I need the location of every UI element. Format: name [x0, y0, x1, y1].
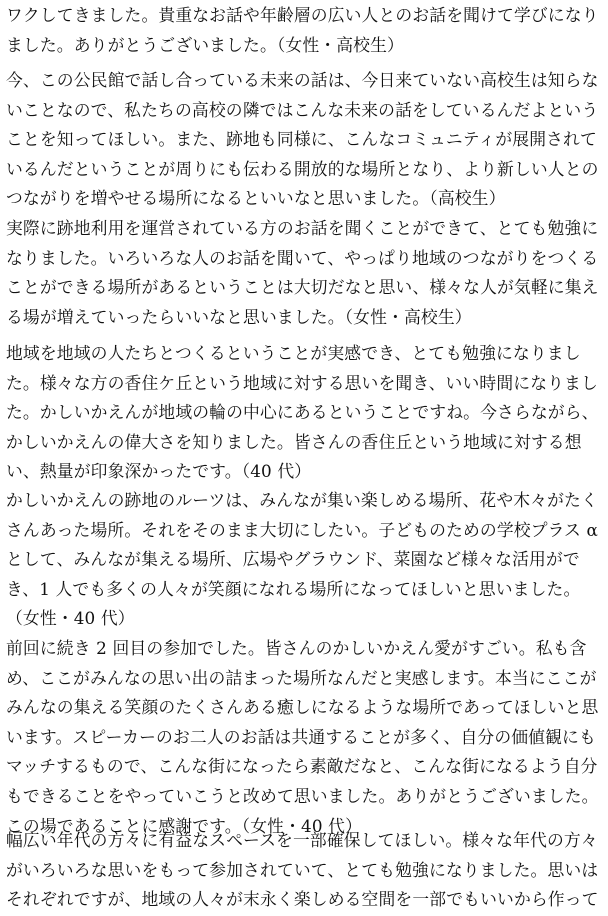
text-line: この場であることに感謝です。（女性・40 代）: [6, 815, 363, 836]
text-line: 前回に続き 2 回目の参加でした。皆さんのかしいかえん愛がすごい。私も含: [6, 638, 587, 658]
text-line: 幅広い年代の方々に有益なスペースを一部確保してほしい。様々な年代の方々: [6, 830, 598, 850]
text-line: き、1 人でも多くの人々が笑顔になれる場所になってほしいと思いました。: [6, 578, 581, 599]
text-line: かしいかえんの跡地のルーツは、みんなが集い楽しめる場所、花や木々がたく: [6, 490, 598, 510]
text-line: 地域を地域の人たちとつくるということが実感でき、とても勉強になりまし: [6, 343, 581, 363]
text-line: る場が増えていったらいいなと思いました。（女性・高校生）: [6, 306, 472, 327]
text-line: （女性・40 代）: [6, 608, 135, 629]
text-line: がいろいろな思いをもって参加されていて、とても勉強になりました。思いは: [6, 859, 599, 880]
text-line: ことを知ってほしい。また、跡地も同様に、こんなコミュニティが展開されて: [6, 129, 597, 150]
comment-paragraph-6: [6, 634, 606, 841]
comment-paragraph-2: [6, 66, 606, 214]
text-line: マッチするもので、こんな街になったら素敵だなと、こんな街になるよう自分: [6, 756, 598, 777]
text-line: もできることをやっていこうと改めて思いました。ありがとうございました。: [6, 785, 599, 806]
text-line: つながりを増やせる場所になるといいなと思いました。（高校生）: [6, 188, 506, 209]
text-line: それぞれですが、地域の人々が末永く楽しめる空間を一部でもいいから作って: [6, 889, 599, 910]
text-line: 今、この公民館で話し合っている未来の話は、今日来ていない高校生は知らな: [6, 70, 599, 90]
text-line: さんあった場所。それをそのまま大切にしたい。子どものための学校プラス α: [6, 519, 598, 540]
text-line: ワクしてきました。貴重なお話や年齢層の広い人とのお話を聞けて学びになり: [6, 5, 599, 25]
comment-paragraph-3: [6, 214, 606, 332]
text-line: た。様々な方の香住ケ丘という地域に対する思いを聞き、いい時間になりまし: [6, 372, 598, 393]
text-line: め、ここがみんなの思い出の詰まった場所なんだと実感します。本当にここが: [6, 667, 597, 688]
comment-paragraph-5: [6, 486, 606, 634]
text-line: た。かしいかえんが地域の輪の中心にあるということですね。今さらながら、: [6, 402, 599, 423]
text-line: いるんだということが周りにも伝わる開放的な場所となり、より新しい人との: [6, 158, 599, 179]
comment-paragraph-1: [6, 1, 606, 60]
text-line: 実際に跡地利用を運営されている方のお話を聞くことができて、とても勉強に: [6, 218, 599, 238]
text-line: ました。ありがとうございました。（女性・高校生）: [6, 34, 404, 55]
text-line: かしいかえんの偉大さを知りました。皆さんの香住丘という地域に対する想: [6, 431, 582, 452]
comment-paragraph-4: [6, 339, 606, 487]
comment-paragraph-7: [6, 826, 606, 915]
text-line: い、熱量が印象深かったです。（40 代）: [6, 461, 312, 482]
text-line: なりました。いろいろな人のお話を聞いて、やっぱり地域のつながりをつくる: [6, 247, 599, 268]
text-line: います。スピーカーのお二人のお話は共通することが多く、自分の価値観にも: [6, 726, 596, 747]
text-line: として、みんなが集える場所、広場やグラウンド、菜園など様々な活用がで: [6, 549, 580, 570]
text-line: みんなの集える笑顔のたくさんある癒しになるような場所であってほしいと思: [6, 697, 599, 718]
text-line: ことができる場所があるということは大切だなと思い、様々な人が気軽に集え: [6, 277, 599, 298]
text-line: いことなので、私たちの高校の隣ではこんな未来の話をしているんだよという: [6, 99, 599, 120]
